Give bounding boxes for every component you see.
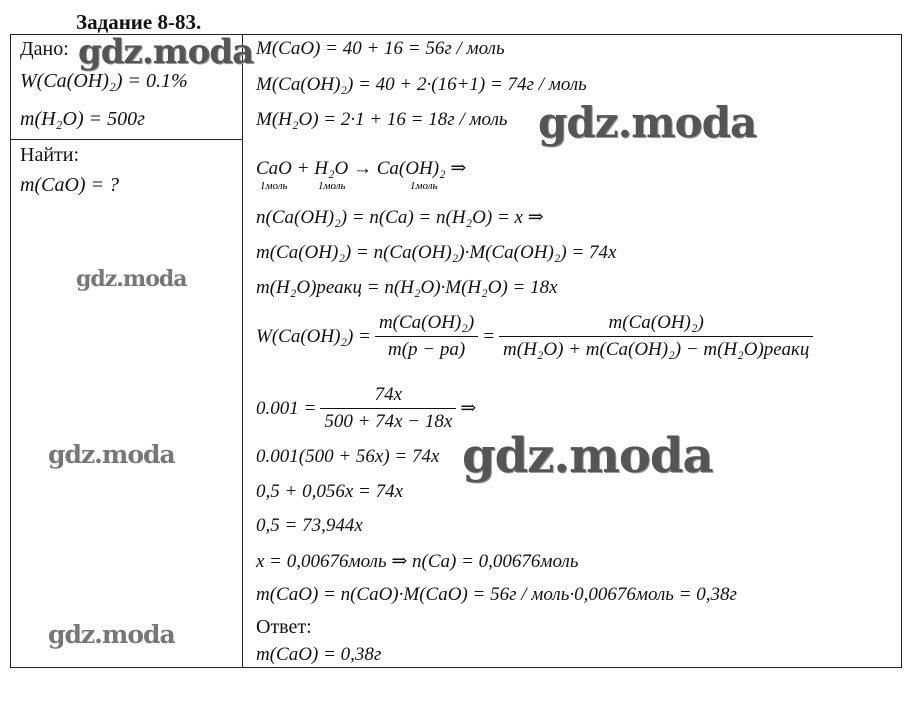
column-divider (242, 34, 243, 668)
fraction-denominator: m(H₂O) + m(Ca(OH)₂) − m(H₂O)реакц (503, 339, 810, 360)
watermark: gdz.moda (462, 428, 713, 484)
fraction-numerator: m(Ca(OH)₂) (375, 312, 478, 337)
molar-mass-cao: M(CaO) = 40 + 16 = 56г / моль (256, 38, 505, 59)
given-mass-fraction: W(Ca(OH)₂) = 0.1% (20, 70, 188, 92)
watermark: gdz.moda (76, 266, 187, 292)
fraction-denominator: m(p − pa) (387, 339, 466, 360)
implies-arrow: ⇒ (460, 398, 477, 419)
given-label: Дано: (20, 38, 69, 60)
mole-label-caoh2: 1моль (410, 180, 438, 192)
watermark: gdz.moda (538, 98, 757, 147)
mass-water-reacted: m(H₂O)реакц = n(H₂O)·M(H₂O) = 18x (256, 277, 558, 298)
reaction-equation: CaO + H₂O → Ca(OH)₂ ⇒ (256, 158, 467, 179)
fraction-solute-over-solution (375, 312, 478, 361)
mass-fraction-lhs: W(Ca(OH)₂) = (256, 325, 371, 347)
equation-lhs: 0.001 = (256, 397, 317, 419)
task-title: Задание 8-83. (76, 10, 202, 34)
mole-equality: n(Ca(OH)₂) = n(Ca) = n(H₂O) = x ⇒ (256, 207, 544, 228)
solution-x: x = 0,00676моль ⇒ n(Ca) = 0,00676моль (256, 551, 579, 572)
mass-caoh2: m(Ca(OH)₂) = n(Ca(OH)₂)·M(Ca(OH)₂) = 74x (256, 242, 617, 263)
cross-multiplied: 0.001(500 + 56x) = 74x (256, 446, 440, 467)
watermark: gdz.moda (48, 620, 175, 649)
find-label: Найти: (20, 144, 80, 166)
find-cao-mass: m(CaO) = ? (20, 174, 120, 196)
molar-mass-h2o: M(H₂O) = 2·1 + 16 = 18г / моль (256, 109, 508, 130)
watermark: gdz.moda (48, 440, 175, 469)
fraction-numerator: m(Ca(OH)₂) (499, 312, 813, 337)
substituted-equation (256, 384, 476, 433)
answer-label: Ответ: (256, 616, 312, 638)
equals-sign: = (482, 325, 496, 347)
fraction-denominator: 500 + 74x − 18x (324, 411, 453, 432)
mole-label-cao: 1моль (260, 180, 288, 192)
fraction-expanded (499, 312, 813, 361)
mass-cao-calculation: m(CaO) = n(CaO)·M(CaO) = 56г / моль·0,00676моль = 0,38г (256, 584, 737, 605)
given-water-mass: m(H₂O) = 500г (20, 108, 145, 130)
expanded-equation: 0,5 + 0,056x = 74x (256, 481, 404, 502)
mass-fraction-equation (256, 312, 817, 361)
fraction-numerator: 74x (320, 384, 456, 409)
given-find-divider (10, 139, 243, 140)
molar-mass-caoh2: M(Ca(OH)₂) = 40 + 2·(16+1) = 74г / моль (256, 74, 587, 95)
fraction-substituted (320, 384, 456, 433)
watermark: gdz.moda (78, 32, 254, 72)
answer-value: m(CaO) = 0,38г (256, 644, 382, 665)
simplified-equation: 0,5 = 73,944x (256, 515, 363, 536)
mole-label-h2o: 1моль (318, 180, 346, 192)
